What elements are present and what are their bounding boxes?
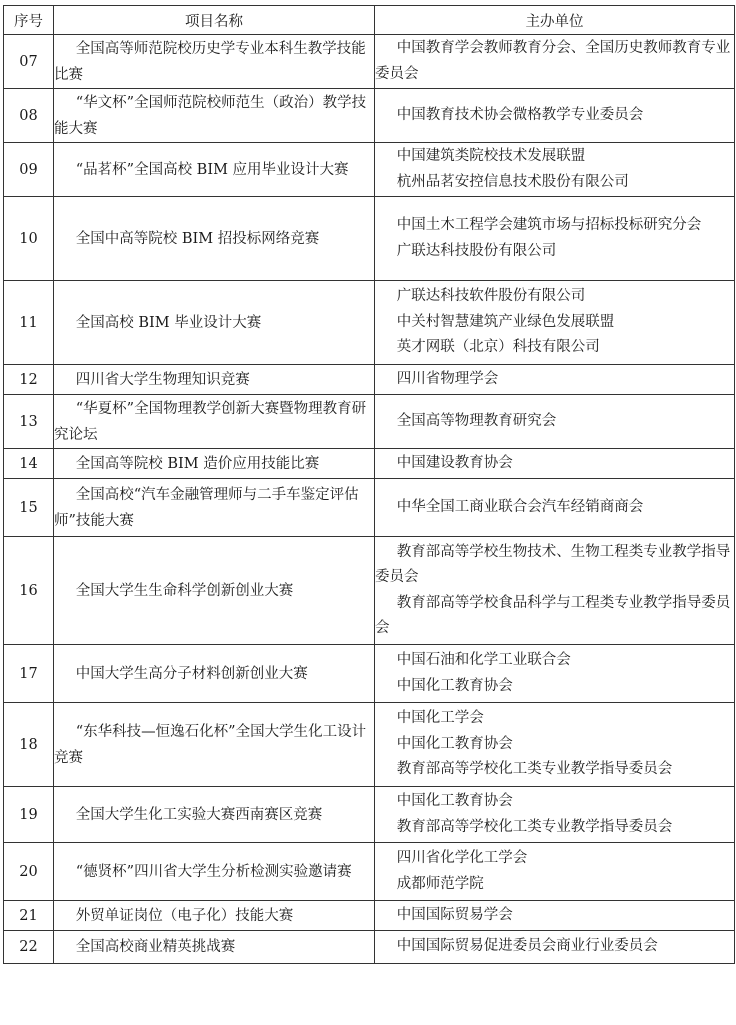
table-row	[4, 703, 735, 787]
row-index: 14	[4, 449, 54, 479]
row-organizer: 中华全国工商业联合会汽车经销商商会	[396, 498, 644, 515]
row-project-name: 全国高等院校 BIM 造价应用技能比赛	[75, 455, 320, 472]
row-project-name-cell	[54, 537, 375, 645]
row-index: 08	[4, 89, 54, 143]
row-organizer: 中国建设教育协会	[396, 454, 513, 471]
row-project-name: 全国大学生化工实验大赛西南赛区竞赛	[75, 806, 323, 823]
row-index: 15	[4, 479, 54, 537]
row-organizer: 四川省化学化工学会	[396, 850, 528, 866]
row-project-name-cell	[54, 843, 375, 901]
row-organizer-cell	[375, 787, 735, 843]
header-organizer: 主办单位	[375, 6, 735, 35]
table-row	[4, 449, 735, 479]
row-organizer: 中国国际贸易促进委员会商业行业委员会	[396, 938, 658, 955]
table-body	[4, 35, 735, 964]
row-organizer: 中国教育学会教师教育分会、全国历史教师教育专业委员会	[375, 40, 731, 82]
row-organizer: 成都师范学院	[396, 875, 484, 892]
row-organizer-cell	[375, 645, 735, 703]
row-project-name: “德贤杯”四川省大学生分析检测实验邀请赛	[75, 863, 352, 880]
table-row	[4, 901, 735, 931]
row-project-name: “品茗杯”全国高校 BIM 应用毕业设计大赛	[75, 161, 349, 178]
row-project-name: 全国高等师范院校历史学专业本科生教学技能比赛	[54, 40, 366, 83]
row-organizer-cell	[375, 479, 735, 537]
table-row	[4, 281, 735, 365]
row-project-name-cell	[54, 479, 375, 537]
row-organizer-cell	[375, 537, 735, 645]
header-name: 项目名称	[54, 6, 375, 35]
row-index: 17	[4, 645, 54, 703]
row-project-name-cell	[54, 901, 375, 931]
row-index: 11	[4, 281, 54, 365]
row-organizer: 广联达科技软件股份有限公司	[396, 288, 586, 305]
table-row	[4, 537, 735, 645]
row-organizer: 中国教育技术协会微格教学专业委员会	[396, 106, 644, 123]
row-organizer-cell	[375, 143, 735, 197]
row-organizer-cell	[375, 197, 735, 281]
row-project-name: 全国高校商业精英挑战赛	[75, 939, 236, 955]
row-index: 19	[4, 787, 54, 843]
row-organizer: 教育部高等学校化工类专业教学指导委员会	[396, 818, 673, 835]
table-row	[4, 35, 735, 89]
table-row	[4, 395, 735, 449]
row-organizer-cell	[375, 931, 735, 964]
row-project-name-cell	[54, 931, 375, 964]
row-organizer: 中国化工教育协会	[396, 677, 513, 694]
row-project-name-cell	[54, 89, 375, 143]
row-organizer: 英才网联（北京）科技有限公司	[396, 339, 600, 356]
row-organizer: 中国化工教育协会	[396, 735, 513, 752]
row-index: 22	[4, 931, 54, 964]
table-row	[4, 89, 735, 143]
row-organizer-cell	[375, 89, 735, 143]
row-index: 07	[4, 35, 54, 89]
table-row	[4, 479, 735, 537]
row-project-name: 外贸单证岗位（电子化）技能大赛	[75, 907, 294, 924]
row-organizer-cell	[375, 901, 735, 931]
row-organizer-cell	[375, 35, 735, 89]
row-organizer-cell	[375, 703, 735, 787]
row-index: 12	[4, 365, 54, 395]
row-project-name: 全国中高等院校 BIM 招投标网络竞赛	[75, 230, 320, 247]
row-organizer: 广联达科技股份有限公司	[396, 242, 557, 259]
competition-table	[3, 5, 735, 964]
row-index: 16	[4, 537, 54, 645]
table-row	[4, 365, 735, 395]
row-project-name-cell	[54, 395, 375, 449]
row-organizer-cell	[375, 395, 735, 449]
row-project-name-cell	[54, 645, 375, 703]
row-project-name: 全国高校“汽车金融管理师与二手车鉴定评估师”技能大赛	[54, 486, 359, 529]
row-organizer-cell	[375, 281, 735, 365]
row-organizer: 全国高等物理教育研究会	[396, 412, 557, 429]
row-organizer: 教育部高等学校生物技术、生物工程类专业教学指导委员会	[375, 543, 731, 585]
row-organizer: 中国石油和化学工业联合会	[396, 652, 571, 668]
row-project-name: “华文杯”全国师范院校师范生（政治）教学技能大赛	[54, 94, 367, 137]
table-row	[4, 787, 735, 843]
row-index: 13	[4, 395, 54, 449]
row-index: 10	[4, 197, 54, 281]
table-row	[4, 931, 735, 964]
row-organizer: 中国国际贸易学会	[396, 906, 513, 923]
row-organizer: 中国土木工程学会建筑市场与招标投标研究分会	[396, 217, 702, 233]
row-project-name: “华夏杯”全国物理教学创新大赛暨物理教育研究论坛	[54, 400, 367, 443]
row-organizer: 杭州品茗安控信息技术股份有限公司	[396, 173, 629, 190]
row-organizer: 中国化工教育协会	[396, 793, 513, 809]
row-project-name-cell	[54, 449, 375, 479]
row-index: 09	[4, 143, 54, 197]
row-project-name-cell	[54, 281, 375, 365]
table-row	[4, 843, 735, 901]
row-organizer: 中国化工学会	[396, 710, 484, 727]
row-project-name-cell	[54, 365, 375, 395]
row-project-name-cell	[54, 143, 375, 197]
row-project-name: 四川省大学生物理知识竞赛	[75, 371, 250, 388]
header-row	[4, 6, 735, 35]
header-index: 序号	[4, 6, 54, 35]
row-organizer-cell	[375, 449, 735, 479]
row-organizer-cell	[375, 843, 735, 901]
row-project-name-cell	[54, 197, 375, 281]
row-project-name: 全国大学生生命科学创新创业大赛	[75, 582, 294, 599]
row-project-name: 全国高校 BIM 毕业设计大赛	[75, 314, 262, 331]
row-project-name: 中国大学生高分子材料创新创业大赛	[75, 665, 308, 682]
row-project-name: “东华科技—恒逸石化杯”全国大学生化工设计竞赛	[54, 723, 367, 766]
table-row	[4, 197, 735, 281]
table-row	[4, 143, 735, 197]
row-organizer: 中国建筑类院校技术发展联盟	[396, 148, 586, 164]
row-index: 21	[4, 901, 54, 931]
row-index: 18	[4, 703, 54, 787]
row-project-name-cell	[54, 787, 375, 843]
row-organizer: 教育部高等学校化工类专业教学指导委员会	[396, 761, 673, 778]
row-organizer: 中关村智慧建筑产业绿色发展联盟	[396, 313, 615, 330]
row-organizer-cell	[375, 365, 735, 395]
row-organizer: 四川省物理学会	[396, 370, 499, 387]
row-index: 20	[4, 843, 54, 901]
row-project-name-cell	[54, 35, 375, 89]
row-project-name-cell	[54, 703, 375, 787]
table-row	[4, 645, 735, 703]
row-organizer: 教育部高等学校食品科学与工程类专业教学指导委员会	[375, 594, 731, 636]
